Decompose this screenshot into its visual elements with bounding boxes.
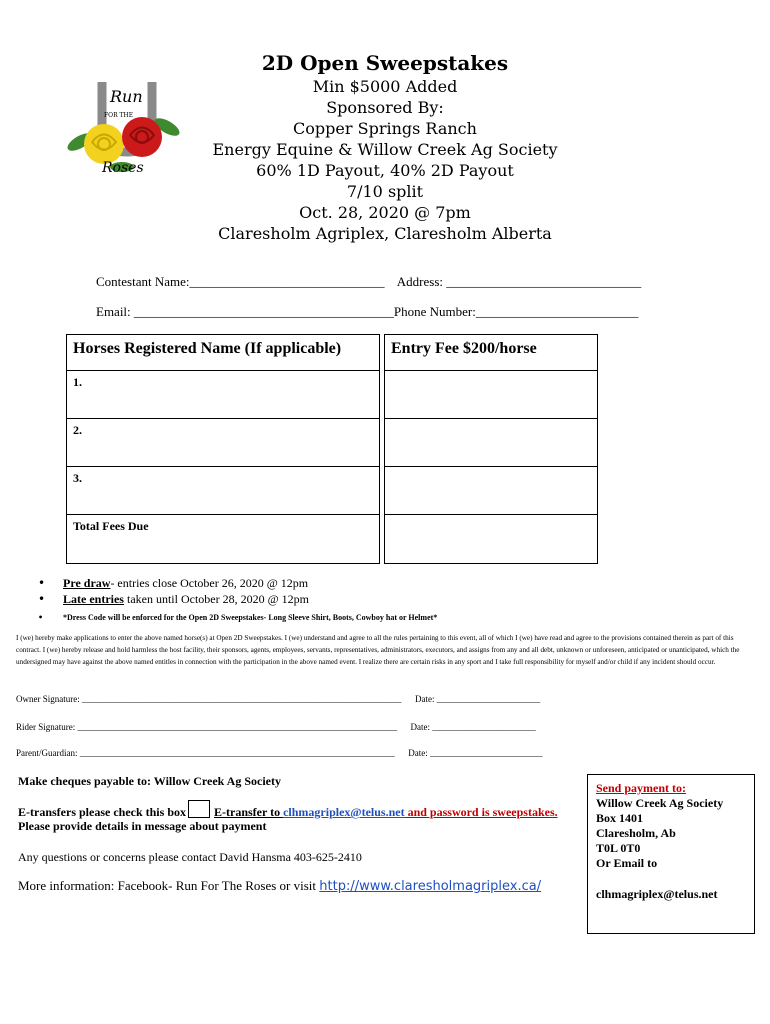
svg-text:FOR THE: FOR THE <box>104 112 134 119</box>
contestant-address-fields[interactable]: Contestant Name:______________________________ Address: ______________________________ <box>96 274 642 289</box>
etransfer-line: E-transfers please check this box E-transfer to clhmagriplex@telus.net and password is sweepstakes. <box>18 800 558 820</box>
header-line: Copper Springs Ranch <box>293 119 477 138</box>
website-link[interactable]: http://www.claresholmagriplex.ca/ <box>319 879 542 894</box>
header-line: 60% 1D Payout, 40% 2D Payout <box>256 161 514 180</box>
pay-line: Or Email to <box>596 856 658 870</box>
send-payment-box <box>587 774 755 934</box>
horse-row-2[interactable]: 2. <box>67 419 380 467</box>
horse-name-header: Horses Registered Name (If applicable) <box>67 335 380 371</box>
total-fees-label: Total Fees Due <box>67 515 380 564</box>
event-title: 2D Open Sweepstakes <box>261 51 509 75</box>
send-payment-heading: Send payment to: <box>596 781 687 795</box>
header-line: Sponsored By: <box>326 98 444 117</box>
list-item: • Pre draw- entries close October 26, 2020 @ 12pm <box>38 575 437 591</box>
svg-text:Roses: Roses <box>102 160 144 176</box>
header-line: Energy Equine & Willow Creek Ag Society <box>212 140 558 159</box>
fee-cell-1[interactable] <box>385 371 598 419</box>
horse-row-1[interactable]: 1. <box>67 371 380 419</box>
entry-fee-header: Entry Fee $200/horse <box>385 335 598 371</box>
header-line: Claresholm Agriplex, Claresholm Alberta <box>218 224 552 243</box>
rider-signature-line[interactable]: Rider Signature: _______________________________________________________________________ Date: _______________________ <box>16 722 536 732</box>
event-header <box>180 50 590 244</box>
list-item: • Late entries taken until October 28, 2020 @ 12pm <box>38 591 437 607</box>
svg-text:Run: Run <box>110 87 143 106</box>
entry-deadlines-list <box>38 575 437 626</box>
etransfer-email-link[interactable]: clhmagriplex@telus.net <box>283 805 405 819</box>
header-line: Oct. 28, 2020 @ 7pm <box>299 203 471 222</box>
etransfer-checkbox[interactable] <box>188 800 210 818</box>
owner-signature-line[interactable]: Owner Signature: _______________________________________________________________________ Date: _______________________ <box>16 694 541 704</box>
horse-row-3[interactable]: 3. <box>67 467 380 515</box>
email-phone-fields[interactable]: Email: ________________________________________Phone Number:_________________________ <box>96 304 639 319</box>
fee-cell-3[interactable] <box>385 467 598 515</box>
pay-email[interactable]: clhmagriplex@telus.net <box>596 887 718 901</box>
contact-text: Any questions or concerns please contact David Hansma 403-625-2410 <box>18 850 362 864</box>
pay-line: Willow Creek Ag Society <box>596 796 724 810</box>
horses-entry-table <box>66 334 598 564</box>
pay-line: Claresholm, Ab <box>596 826 676 840</box>
header-line: Min $5000 Added <box>312 77 458 96</box>
total-fees-cell[interactable] <box>385 515 598 564</box>
dress-code-note: • *Dress Code will be enforced for the Open 2D Sweepstakes- Long Sleeve Shirt, Boots, Cowboy hat or Helmet* <box>38 610 437 626</box>
pay-line: Box 1401 <box>596 811 644 825</box>
more-info-text: More information: Facebook- Run For The Roses or visit http://www.claresholmagriplex.ca/ <box>18 878 542 894</box>
cheque-payable-text: Make cheques payable to: Willow Creek Ag Society <box>18 774 281 788</box>
run-for-the-roses-logo <box>62 72 192 182</box>
payment-details-note: Please provide details in message about payment <box>18 819 267 833</box>
liability-waiver-text: I (we) hereby make applications to enter the above named horse(s) at Open 2D Sweepstakes. I (we) understand and agree to all the rules pertaining to this event, all of which I (we) have read and agree to the provisions contained therein as part of this contract. I (we) hereby release and hold harmless the host facility, their sponsors, agents, employees, servants, representatives, administrators, executors, and assigns from any and all debt, unknown or unforeseen, anticipated or unanticipated, which the undersigned may have against the above named entitles in connection with the participation in the above named event. I realize there are certain risks in any sport and I take full responsibility for myself and/or child if any incident should occur. <box>16 634 740 666</box>
fee-cell-2[interactable] <box>385 419 598 467</box>
pay-line: T0L 0T0 <box>596 841 641 855</box>
header-line: 7/10 split <box>346 182 424 201</box>
parent-signature-line[interactable]: Parent/Guardian: ______________________________________________________________________ Date: _________________________ <box>16 748 543 758</box>
